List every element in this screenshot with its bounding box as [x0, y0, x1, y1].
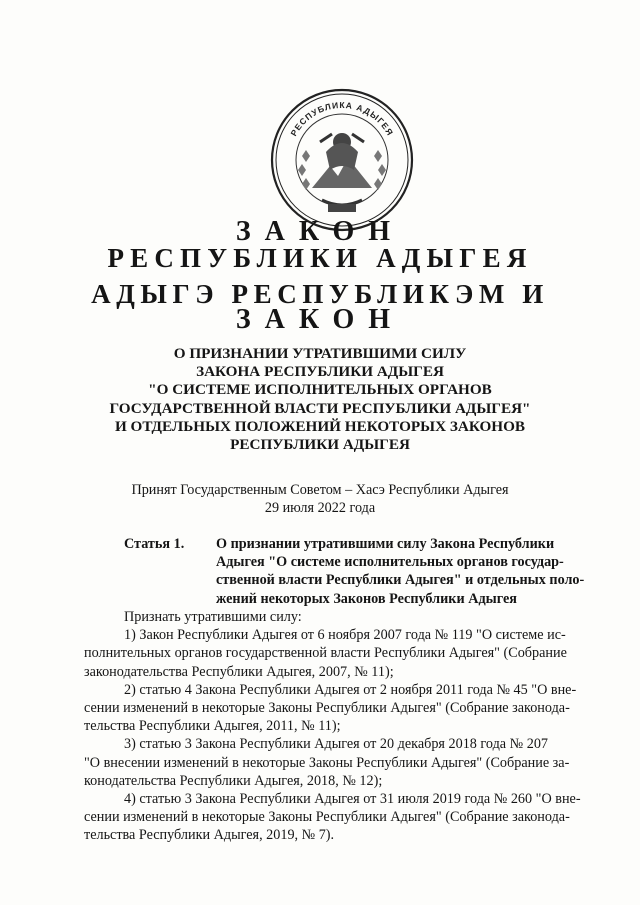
adoption-date: 29 июля 2022 года — [264, 500, 376, 516]
article-title-line: жений некоторых Законов Республики Адыгея — [216, 590, 517, 607]
list-item-continuation: конодательства Республики Адыгея, 2018, № 12); — [84, 772, 383, 789]
law-title-line: ГОСУДАРСТВЕННОЙ ВЛАСТИ РЕСПУБЛИКИ АДЫГЕЯ" — [109, 399, 531, 417]
list-item-continuation: полнительных органов государственной власти Республики Адыгея" (Собрание — [84, 645, 567, 662]
header-title-adyghe: АДЫГЭ РЕСПУБЛИКЭМ И — [91, 279, 549, 309]
adoption-body: Принят Государственным Советом – Хасэ Республики Адыгея — [131, 482, 509, 498]
list-item-continuation: сении изменений в некоторые Законы Республики Адыгея" (Собрание законода- — [84, 809, 570, 826]
article-number: Статья 1. — [124, 536, 185, 552]
article-title — [216, 535, 614, 608]
adoption-note — [0, 481, 640, 517]
list-item-continuation: тельства Республики Адыгея, 2019, № 7). — [84, 827, 335, 844]
law-title-line: И ОТДЕЛЬНЫХ ПОЛОЖЕНИЙ НЕКОТОРЫХ ЗАКОНОВ — [114, 417, 526, 435]
article-1-heading — [124, 535, 616, 608]
law-title-line: РЕСПУБЛИКИ АДЫГЕЯ — [230, 436, 410, 454]
law-title-line: О ПРИЗНАНИИ УТРАТИВШИМИ СИЛУ — [173, 345, 467, 362]
list-item-continuation: законодательства Республики Адыгея, 2007, № 11); — [84, 663, 394, 680]
header-title-republic: РЕСПУБЛИКИ АДЫГЕЯ — [107, 243, 533, 273]
article-title-line: ственной власти Республики Адыгея" и отдельных поло- — [216, 572, 585, 589]
list-item-continuation: тельства Республики Адыгея, 2011, № 11); — [84, 718, 341, 735]
list-item-continuation: "О внесении изменений в некоторые Законы Республики Адыгея" (Собрание за- — [84, 754, 570, 771]
list-item: 1) Закон Республики Адыгея от 6 ноября 2007 года № 119 "О системе ис- — [124, 627, 566, 644]
article-title-line: О признании утратившими силу Закона Республики — [216, 536, 555, 552]
law-title-line: ЗАКОНА РЕСПУБЛИКИ АДЫГЕЯ — [196, 363, 444, 381]
emblem-text: РЕСПУБЛИКА АДЫГЕЯ — [288, 99, 396, 138]
list-item: 2) статью 4 Закона Республики Адыгея от 2 ноября 2011 года № 45 "О вне- — [124, 681, 577, 698]
law-title — [0, 345, 640, 454]
article-intro: Признать утратившими силу: — [124, 609, 302, 625]
header-title-zakon: ЗАКОН — [235, 216, 405, 247]
law-title-line: "О СИСТЕМЕ ИСПОЛНИТЕЛЬНЫХ ОРГАНОВ — [148, 381, 492, 399]
list-item: 4) статью 3 Закона Республики Адыгея от 31 июля 2019 года № 260 "О вне- — [124, 791, 581, 808]
republic-emblem-seal — [268, 86, 416, 234]
header-title-zakon-adyghe: ЗАКОН — [235, 304, 405, 335]
list-item-continuation: сении изменений в некоторые Законы Республики Адыгея" (Собрание законода- — [84, 700, 570, 717]
list-item: 3) статью 3 Закона Республики Адыгея от 20 декабря 2018 года № 207 — [124, 736, 549, 753]
article-title-line: Адыгея "О системе исполнительных органов государ- — [216, 554, 564, 571]
article-1-body — [84, 608, 616, 845]
